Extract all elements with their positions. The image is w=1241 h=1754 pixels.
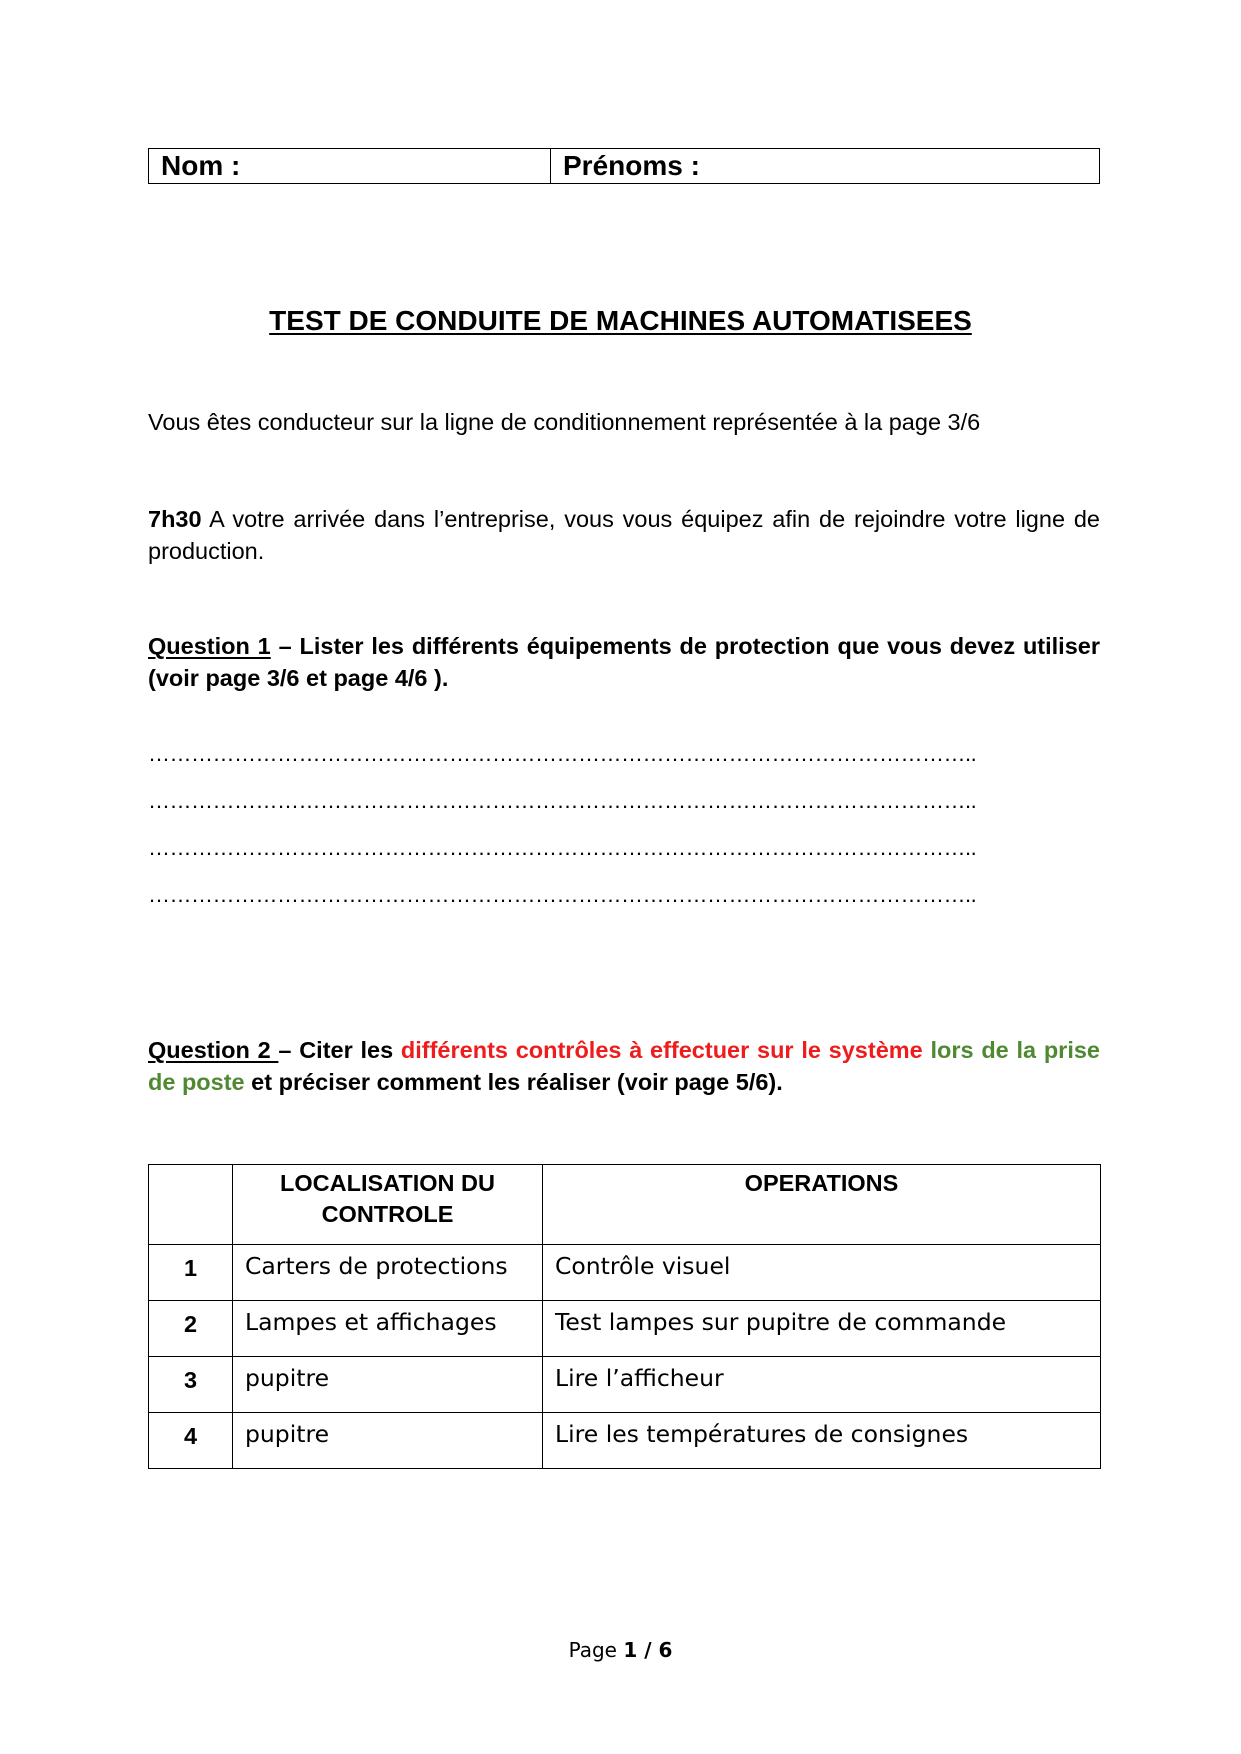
answer-line[interactable]: …………………………………………………………………………………………………….. — [148, 835, 977, 860]
question-1-text: – Lister les différents équipements de protection que vous devez utiliser (voir page 3/6 et page 4/6 ). — [148, 633, 1100, 691]
row-localisation[interactable]: pupitre — [233, 1413, 543, 1469]
answer-line[interactable]: …………………………………………………………………………………………………….. — [148, 788, 977, 813]
question-1-label: Question 1 — [148, 633, 271, 659]
row-number: 4 — [149, 1413, 233, 1469]
row-localisation[interactable]: Carters de protections — [233, 1245, 543, 1301]
question-2-highlight-red: différents contrôles à effectuer sur le système — [400, 1037, 923, 1063]
name-table — [148, 148, 1100, 184]
table-header-row — [149, 1165, 1101, 1245]
question-2-text-2: et préciser comment les réaliser (voir page 5/6). — [244, 1069, 783, 1095]
page-total: 6 — [658, 1638, 673, 1662]
table-header-operations: OPERATIONS — [543, 1165, 1101, 1245]
row-number: 2 — [149, 1301, 233, 1357]
question-2-text-1: – Citer les — [278, 1037, 401, 1063]
row-operation[interactable]: Test lampes sur pupitre de commande — [543, 1301, 1101, 1357]
control-table — [148, 1164, 1101, 1469]
scene-paragraph — [148, 503, 1100, 567]
question-1 — [148, 630, 1100, 694]
row-localisation[interactable]: pupitre — [233, 1357, 543, 1413]
table-row — [149, 1413, 1101, 1469]
prenoms-label: Prénoms : — [563, 150, 700, 181]
table-row — [149, 1245, 1101, 1301]
row-operation[interactable]: Lire l’afficheur — [543, 1357, 1101, 1413]
nom-label: Nom : — [161, 150, 241, 181]
question-2 — [148, 1034, 1100, 1098]
answer-line[interactable]: …………………………………………………………………………………………………….. — [148, 882, 977, 907]
scene-time: 7h30 — [148, 506, 202, 532]
nom-field[interactable] — [149, 149, 551, 183]
scene-text: A votre arrivée dans l’entreprise, vous vous équipez afin de rejoindre votre ligne de production. — [148, 506, 1100, 564]
prenoms-field[interactable] — [551, 149, 1099, 183]
question-2-highlight-green: lors de la prise de poste — [148, 1037, 1100, 1095]
table-header-num — [149, 1165, 233, 1245]
row-number: 3 — [149, 1357, 233, 1413]
page-separator: / — [637, 1638, 659, 1662]
table-header-localisation: LOCALISATION DU CONTROLE — [233, 1165, 543, 1245]
page-number — [0, 1638, 1241, 1662]
row-localisation[interactable]: Lampes et affichages — [233, 1301, 543, 1357]
row-number: 1 — [149, 1245, 233, 1301]
document-title: TEST DE CONDUITE DE MACHINES AUTOMATISEES — [269, 305, 972, 336]
answer-line[interactable]: …………………………………………………………………………………………………….. — [148, 741, 977, 766]
table-row — [149, 1357, 1101, 1413]
page-current: 1 — [623, 1638, 638, 1662]
row-operation[interactable]: Contrôle visuel — [543, 1245, 1101, 1301]
table-row — [149, 1301, 1101, 1357]
page-prefix: Page — [568, 1638, 624, 1662]
question-2-label: Question 2 — [148, 1037, 279, 1063]
row-operation[interactable]: Lire les températures de consignes — [543, 1413, 1101, 1469]
intro-paragraph: Vous êtes conducteur sur la ligne de conditionnement représentée à la page 3/6 — [148, 409, 981, 435]
